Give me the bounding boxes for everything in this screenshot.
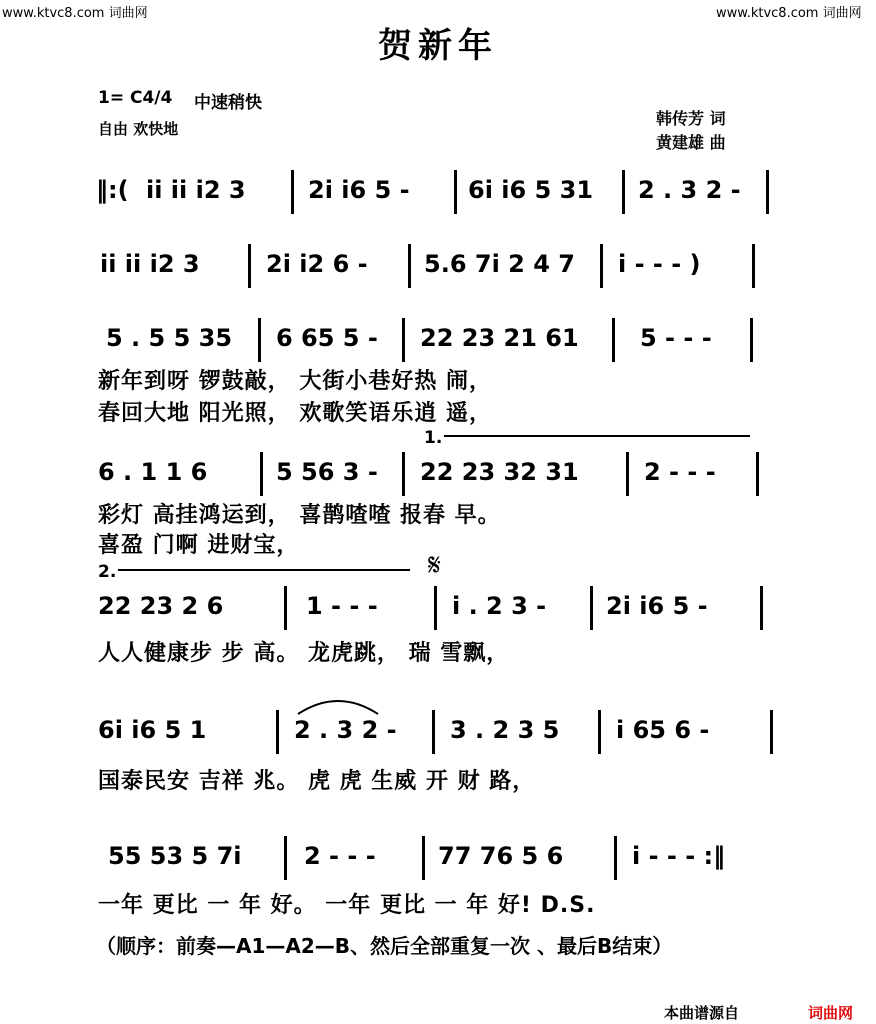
measure: 5 . 5 5 35 — [106, 324, 233, 352]
measure: 1 - - - — [306, 592, 378, 620]
measure: 5.6 7i 2 4 7 — [424, 250, 575, 278]
measure: 6i i6 5 1 — [98, 716, 207, 744]
score-system-7 — [96, 842, 776, 882]
measure: 22 23 32 31 — [420, 458, 579, 486]
bar-line — [598, 710, 601, 754]
performance-order-note: （顺序：前奏—A1—A2—B、然后全部重复一次 、最后B结束） — [96, 934, 673, 958]
measure: 2 - - - — [304, 842, 376, 870]
repeat-open: ‖:( — [96, 176, 129, 204]
score-system-3 — [96, 324, 776, 364]
lyric-line: 喜盈 门啊 进财宝， — [98, 533, 300, 558]
key-signature: 1= C4/4 — [98, 88, 173, 108]
measure: 22 23 21 61 — [420, 324, 579, 352]
bar-line — [248, 244, 251, 288]
bar-line — [760, 586, 763, 630]
expression-marking: 自由 欢快地 — [98, 120, 179, 138]
bar-line — [750, 318, 753, 362]
measure: 6i i6 5 31 — [468, 176, 594, 204]
bar-line — [590, 586, 593, 630]
second-ending-label: 2. — [98, 562, 117, 582]
bar-line — [756, 452, 759, 496]
lyric-line: 国泰民安 吉祥 兆。 虎 虎 生威 开 财 路， — [98, 769, 536, 794]
measure: 2i i2 6 - — [266, 250, 368, 278]
measure: i - - - ) — [618, 250, 701, 278]
score-system-5 — [96, 592, 776, 632]
bar-line — [260, 452, 263, 496]
first-ending-label: 1. — [424, 428, 443, 448]
first-ending-bracket — [444, 435, 750, 437]
watermark-left: www.ktvc8.com 词曲网 — [2, 6, 148, 21]
bar-line — [258, 318, 261, 362]
song-title: 贺新年 — [378, 26, 498, 66]
footer-brand-link[interactable]: 词曲网 — [808, 1004, 854, 1022]
lyric-line: 新年到呀 锣鼓敲， 大街小巷好热 闹， — [98, 369, 492, 394]
measure: 6 65 5 - — [276, 324, 378, 352]
score-system-4 — [96, 458, 776, 498]
bar-line — [276, 710, 279, 754]
bar-line — [626, 452, 629, 496]
bar-line — [284, 836, 287, 880]
measure: 2 . 3 2 - — [294, 716, 397, 744]
measure: 2 . 3 2 - — [638, 176, 741, 204]
measure: 2i i6 5 - — [606, 592, 708, 620]
composer-credit: 黄建雄 曲 — [656, 133, 726, 152]
measure: ii ii i2 3 — [100, 250, 200, 278]
measure: 22 23 2 6 — [98, 592, 224, 620]
bar-line — [291, 170, 294, 214]
bar-line — [622, 170, 625, 214]
bar-line — [454, 170, 457, 214]
measure: 5 - - - — [640, 324, 712, 352]
measure: 2i i6 5 - — [308, 176, 410, 204]
tie-arc — [296, 694, 380, 716]
bar-line — [432, 710, 435, 754]
measure: 55 53 5 7i — [108, 842, 242, 870]
measure: i 65 6 - — [616, 716, 710, 744]
bar-line — [422, 836, 425, 880]
bar-line — [284, 586, 287, 630]
bar-line — [402, 452, 405, 496]
score-system-2 — [96, 250, 776, 290]
measure: i . 2 3 - — [452, 592, 547, 620]
tempo-marking: 中速稍快 — [194, 93, 262, 113]
bar-line — [612, 318, 615, 362]
bar-line — [600, 244, 603, 288]
measure: ii ii i2 3 — [146, 176, 246, 204]
lyric-line: 春回大地 阳光照， 欢歌笑语乐逍 遥， — [98, 401, 492, 426]
second-ending-bracket — [118, 569, 410, 571]
measure-repeat-end: i - - - :‖ — [632, 842, 726, 870]
watermark-right: www.ktvc8.com 词曲网 — [716, 6, 862, 21]
bar-line — [752, 244, 755, 288]
bar-line — [766, 170, 769, 214]
bar-line — [402, 318, 405, 362]
lyric-line: 人人健康步 步 高。 龙虎跳， 瑞 雪飘， — [98, 641, 510, 666]
bar-line — [408, 244, 411, 288]
lyric-line: 彩灯 高挂鸿运到， 喜鹊喳喳 报春 早。 — [98, 503, 501, 528]
segno-sign: 𝄋 — [428, 548, 441, 583]
measure: 77 76 5 6 — [438, 842, 564, 870]
bar-line — [614, 836, 617, 880]
footer-source-label: 本曲谱源自 — [664, 1004, 740, 1022]
lyric-line: 一年 更比 一 年 好。 一年 更比 一 年 好! D.S. — [98, 893, 596, 918]
score-system-6 — [96, 716, 776, 756]
score-system-1 — [96, 176, 776, 216]
measure: 5 56 3 - — [276, 458, 378, 486]
measure: 3 . 2 3 5 — [450, 716, 560, 744]
lyricist-credit: 韩传芳 词 — [656, 109, 726, 128]
measure: 6 . 1 1 6 — [98, 458, 208, 486]
measure: 2 - - - — [644, 458, 716, 486]
bar-line — [434, 586, 437, 630]
bar-line — [770, 710, 773, 754]
